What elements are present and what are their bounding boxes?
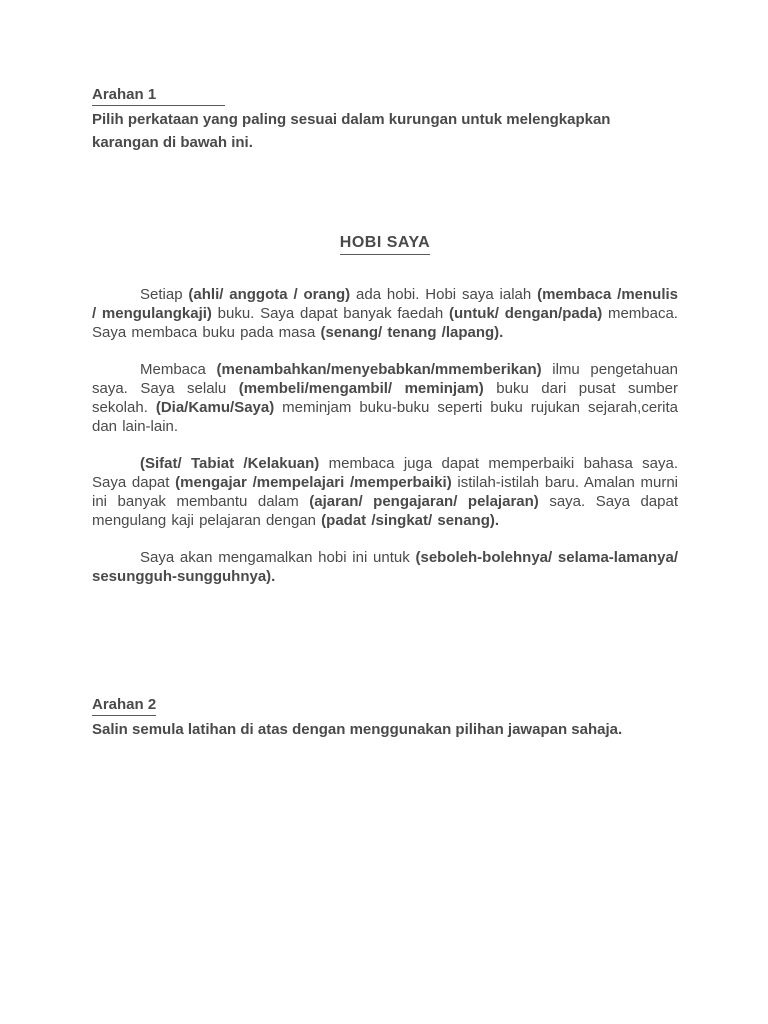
instruction-1-title: Arahan 1 [92, 86, 225, 106]
instruction-1-body: Pilih perkataan yang paling sesuai dalam kurungan untuk melengkapkan karangan di bawah ini. [92, 111, 611, 151]
essay-paragraph: Saya akan mengamalkan hobi ini untuk (seboleh-bolehnya/ selama-lamanya/ sesungguh-sungguhnya). [92, 549, 678, 585]
essay-body [92, 285, 678, 586]
essay-title-row [92, 234, 678, 255]
instruction-2-body: Salin semula latihan di atas dengan menggunakan pilihan jawapan sahaja. [92, 721, 623, 738]
instruction-1-block [92, 86, 678, 154]
essay-paragraph: Membaca (menambahkan/menyebabkan/mmemberikan) ilmu pengetahuan saya. Saya selalu (membeli/mengambil/ meminjam) buku dari pusat sumber sekolah. (Dia/Kamu/Saya) meminjam buku-buku seperti buku rujukan sejarah,cerita dan lain-lain. [92, 361, 678, 435]
instruction-2-title: Arahan 2 [92, 696, 156, 716]
essay-paragraph: (Sifat/ Tabiat /Kelakuan) membaca juga dapat memperbaiki bahasa saya. Saya dapat (mengajar /mempelajari /memperbaiki) istilah-istilah baru. Amalan murni ini banyak membantu dalam (ajaran/ pengajaran/ pelajaran) saya. Saya dapat mengulang kaji pelajaran dengan (padat /singkat/ senang). [92, 455, 679, 529]
essay-paragraph: Setiap (ahli/ anggota / orang) ada hobi. Hobi saya ialah (membaca /menulis / mengulangkaji) buku. Saya dapat banyak faedah (untuk/ dengan/pada) membaca. Saya membaca buku pada masa (senang/ tenang /lapang). [92, 286, 679, 341]
instruction-2-block [92, 696, 678, 742]
essay-title: HOBI SAYA [340, 234, 430, 255]
